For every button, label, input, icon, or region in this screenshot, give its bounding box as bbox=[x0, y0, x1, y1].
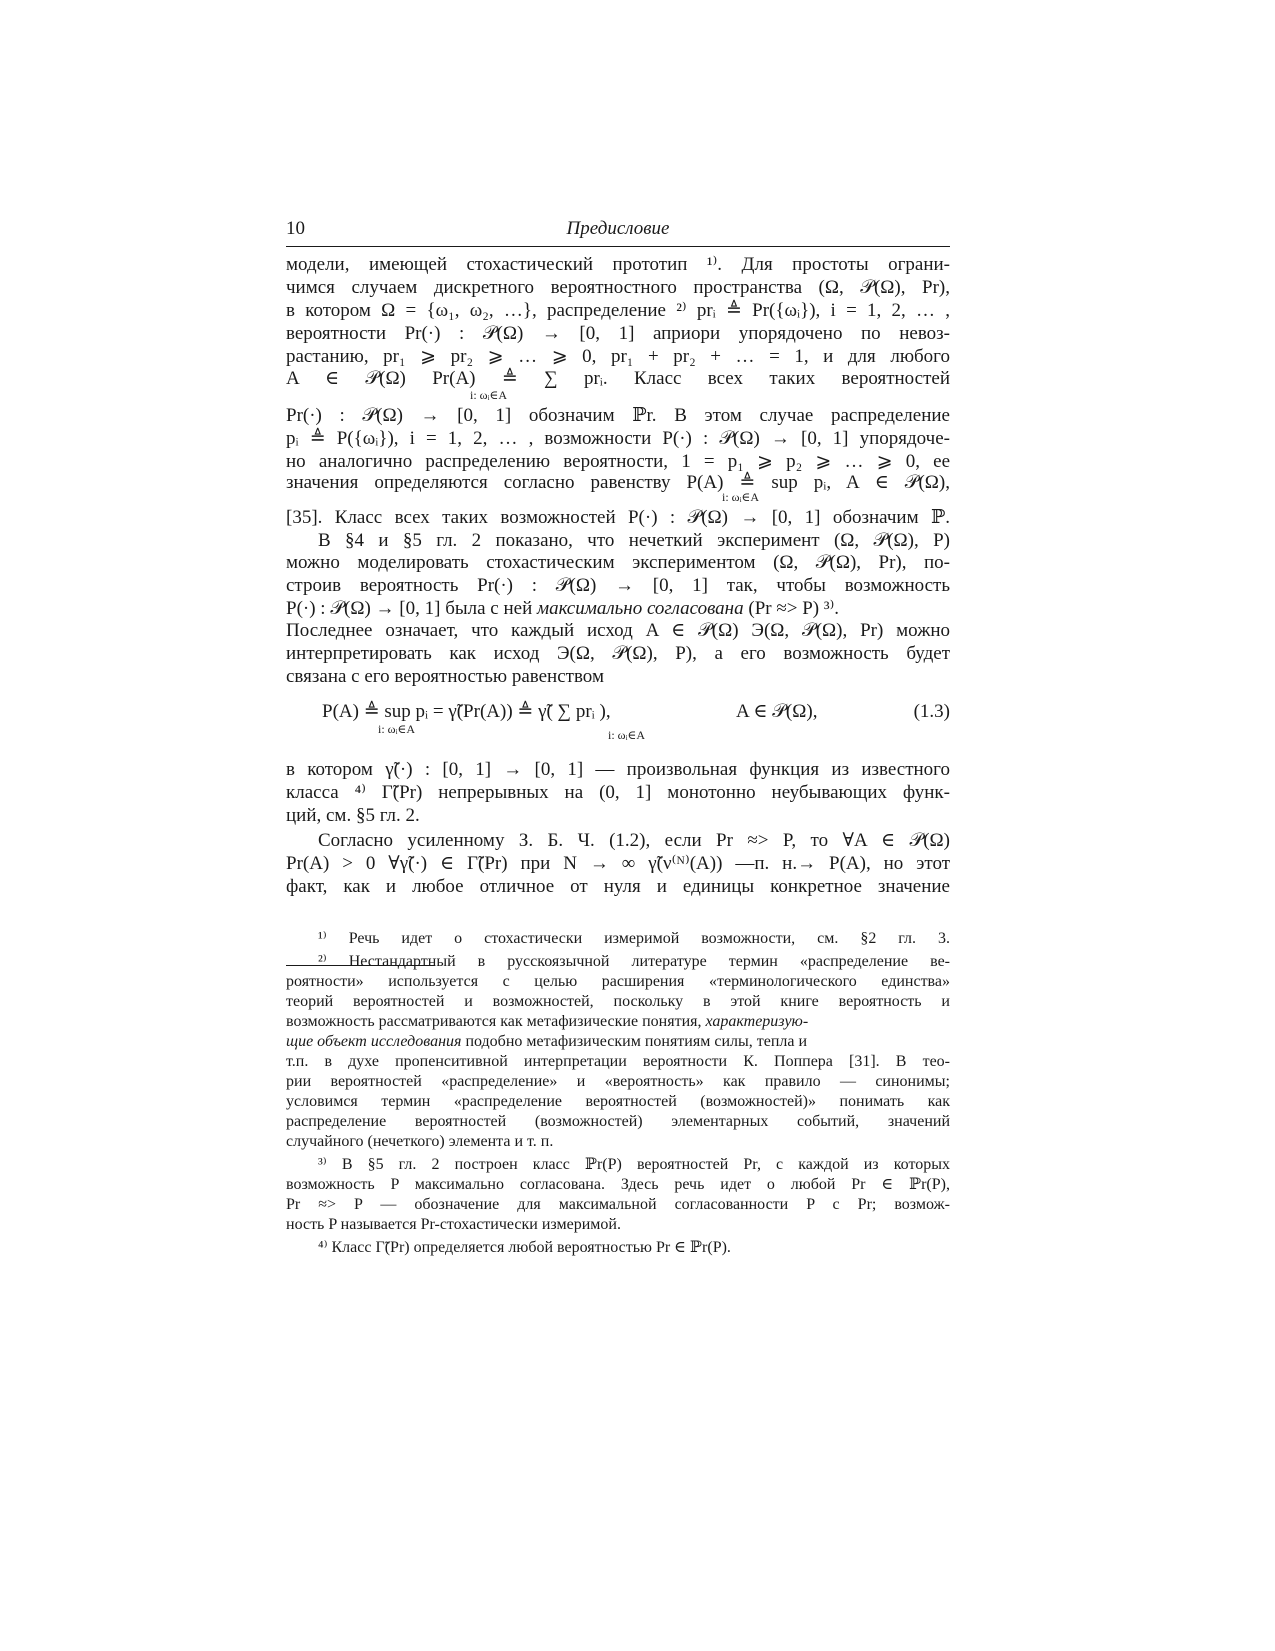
text-line: в котором Ω = {ω₁, ω₂, …}, распределение ²⁾ prᵢ ≜ Pr({ωᵢ}), i = 1, 2, … , bbox=[286, 300, 950, 321]
footnote-line: ность P называется Pr-стохастически измеримой. bbox=[286, 1216, 621, 1233]
footnote-line: т.п. в духе пропенситивной интерпретации вероятности К. Поппера [31]. В тео- bbox=[286, 1053, 950, 1070]
footnote-2: ²⁾ Нестандартный в русскоязычной литературе термин «распределение ве- bbox=[318, 953, 950, 970]
text-line: класса ⁴⁾ Γ̃(Pr) непрерывных на (0, 1] монотонно неубывающих функ- bbox=[286, 782, 950, 803]
emphasis-text: максимально согласована bbox=[537, 598, 744, 619]
text-line: в котором γ̃(·) : [0, 1] → [0, 1] — произвольная функция из известного bbox=[286, 759, 950, 780]
sum-subscript: i: ωᵢ∈A bbox=[470, 388, 508, 402]
equation-number: (1.3) bbox=[913, 701, 950, 722]
text-line: интерпретировать как исход Э(Ω, 𝒫(Ω), P), а его возможность будет bbox=[286, 643, 950, 664]
equation-1-3 bbox=[286, 698, 950, 746]
footnote-line: рии вероятностей «распределение» и «вероятность» как правило — синонимы; bbox=[286, 1073, 950, 1090]
text-line: растанию, pr₁ ⩾ pr₂ ⩾ … ⩾ 0, pr₁ + pr₂ + … = 1, и для любого bbox=[286, 346, 950, 367]
text-line: связана с его вероятностью равенством bbox=[286, 666, 604, 687]
footnote-line: роятности» используется с целью расширения «терминологического единства» bbox=[286, 973, 950, 990]
emphasis-text: щие объект исследования bbox=[286, 1033, 462, 1050]
text-run: P(·) : 𝒫(Ω) → [0, 1] была с ней bbox=[286, 598, 533, 619]
footnote-1: ¹⁾ Речь идет о стохастически измеримой возможности, см. §2 гл. 3. bbox=[318, 930, 950, 947]
footnote-line: распределение вероятностей (возможностей) элементарных событий, значений bbox=[286, 1113, 950, 1130]
text-line: [35]. Класс всех таких возможностей P(·) : 𝒫(Ω) → [0, 1] обозначим ℙ. bbox=[286, 507, 950, 528]
text-line: вероятности Pr(·) : 𝒫(Ω) → [0, 1] априори упорядочено по невоз- bbox=[286, 323, 950, 344]
equation-sup-subscript: i: ωᵢ∈A bbox=[378, 722, 416, 736]
header-rule bbox=[286, 246, 950, 247]
footnote-line-mixed bbox=[286, 1011, 950, 1032]
page-number: 10 bbox=[286, 218, 305, 239]
equation-sum-subscript: i: ωᵢ∈A bbox=[608, 728, 646, 742]
sup-subscript: i: ωᵢ∈A bbox=[722, 490, 760, 504]
footnote-line: случайного (нечеткого) элемента и т. п. bbox=[286, 1133, 554, 1150]
footnote-line: Pr ≈> P — обозначение для максимальной согласованности P с Pr; возмож- bbox=[286, 1196, 950, 1213]
footnote-line: теорий вероятностей и возможностей, поскольку в этой книге вероятность и bbox=[286, 993, 950, 1010]
text-line: В §4 и §5 гл. 2 показано, что нечеткий эксперимент (Ω, 𝒫(Ω), P) bbox=[318, 530, 950, 551]
text-run: (Pr ≈> P) ³⁾. bbox=[748, 598, 839, 619]
text-line: значения определяются согласно равенству P(A) ≜ sup pᵢ, A ∈ 𝒫(Ω), bbox=[286, 472, 950, 493]
text-line: строив вероятность Pr(·) : 𝒫(Ω) → [0, 1] так, чтобы возможность bbox=[286, 575, 950, 596]
page-header bbox=[286, 218, 950, 244]
text-line: pᵢ ≜ P({ωᵢ}), i = 1, 2, … , возможности P(·) : 𝒫(Ω) → [0, 1] упорядоче- bbox=[286, 428, 950, 449]
text-run: возможность рассматриваются как метафизические понятия, bbox=[286, 1013, 702, 1030]
text-line: Pr(·) : 𝒫(Ω) → [0, 1] обозначим ℙr. В этом случае распределение bbox=[286, 405, 950, 426]
text-line-mixed bbox=[286, 597, 950, 621]
emphasis-text: характеризую- bbox=[705, 1013, 809, 1030]
text-line: Последнее означает, что каждый исход A ∈ 𝒫(Ω) Э(Ω, 𝒫(Ω), Pr) можно bbox=[286, 620, 950, 641]
footnote-4: ⁴⁾ Класс Γ̃(Pr) определяется любой вероятностью Pr ∈ ℙr(P). bbox=[318, 1239, 731, 1256]
text-line: факт, как и любое отличное от нуля и единицы конкретное значение bbox=[286, 876, 950, 897]
equation-domain: A ∈ 𝒫(Ω), bbox=[736, 701, 818, 722]
footnote-line-mixed bbox=[286, 1031, 950, 1052]
text-line: ций, см. §5 гл. 2. bbox=[286, 805, 420, 826]
text-line: A ∈ 𝒫(Ω) Pr(A) ≜ ∑ prᵢ. Класс всех таких вероятностей bbox=[286, 368, 950, 389]
footnote-line: условимся термин «распределение вероятностей (возможностей)» понимать как bbox=[286, 1093, 950, 1110]
text-line: но аналогично распределению вероятности, 1 = p₁ ⩾ p₂ ⩾ … ⩾ 0, ее bbox=[286, 451, 950, 472]
text-line: модели, имеющей стохастический прототип ¹⁾. Для простоты ограни- bbox=[286, 254, 950, 275]
footnote-line: возможность P максимально согласована. Здесь речь идет о любой Pr ∈ ℙr(P), bbox=[286, 1176, 950, 1193]
running-title: Предисловие bbox=[566, 218, 670, 239]
text-line: можно моделировать стохастическим экспериментом (Ω, 𝒫(Ω), Pr), по- bbox=[286, 552, 950, 573]
text-line: Согласно усиленному З. Б. Ч. (1.2), если Pr ≈> P, то ∀A ∈ 𝒫(Ω) bbox=[318, 830, 950, 851]
text-run: подобно метафизическим понятиям силы, тепла и bbox=[465, 1033, 808, 1050]
text-line: чимся случаем дискретного вероятностного пространства (Ω, 𝒫(Ω), Pr), bbox=[286, 277, 950, 298]
footnote-3: ³⁾ В §5 гл. 2 построен класс ℙr(P) вероятностей Pr, с каждой из которых bbox=[318, 1156, 950, 1173]
text-line: Pr(A) > 0 ∀γ̃(·) ∈ Γ̃(Pr) при N → ∞ γ̃(ν⁽ᴺ⁾(A)) —п. н.→ P(A), но этот bbox=[286, 853, 950, 874]
equation-body: P(A) ≜ sup pᵢ = γ̃(Pr(A)) ≜ γ̃( ∑ prᵢ ), bbox=[322, 701, 611, 722]
